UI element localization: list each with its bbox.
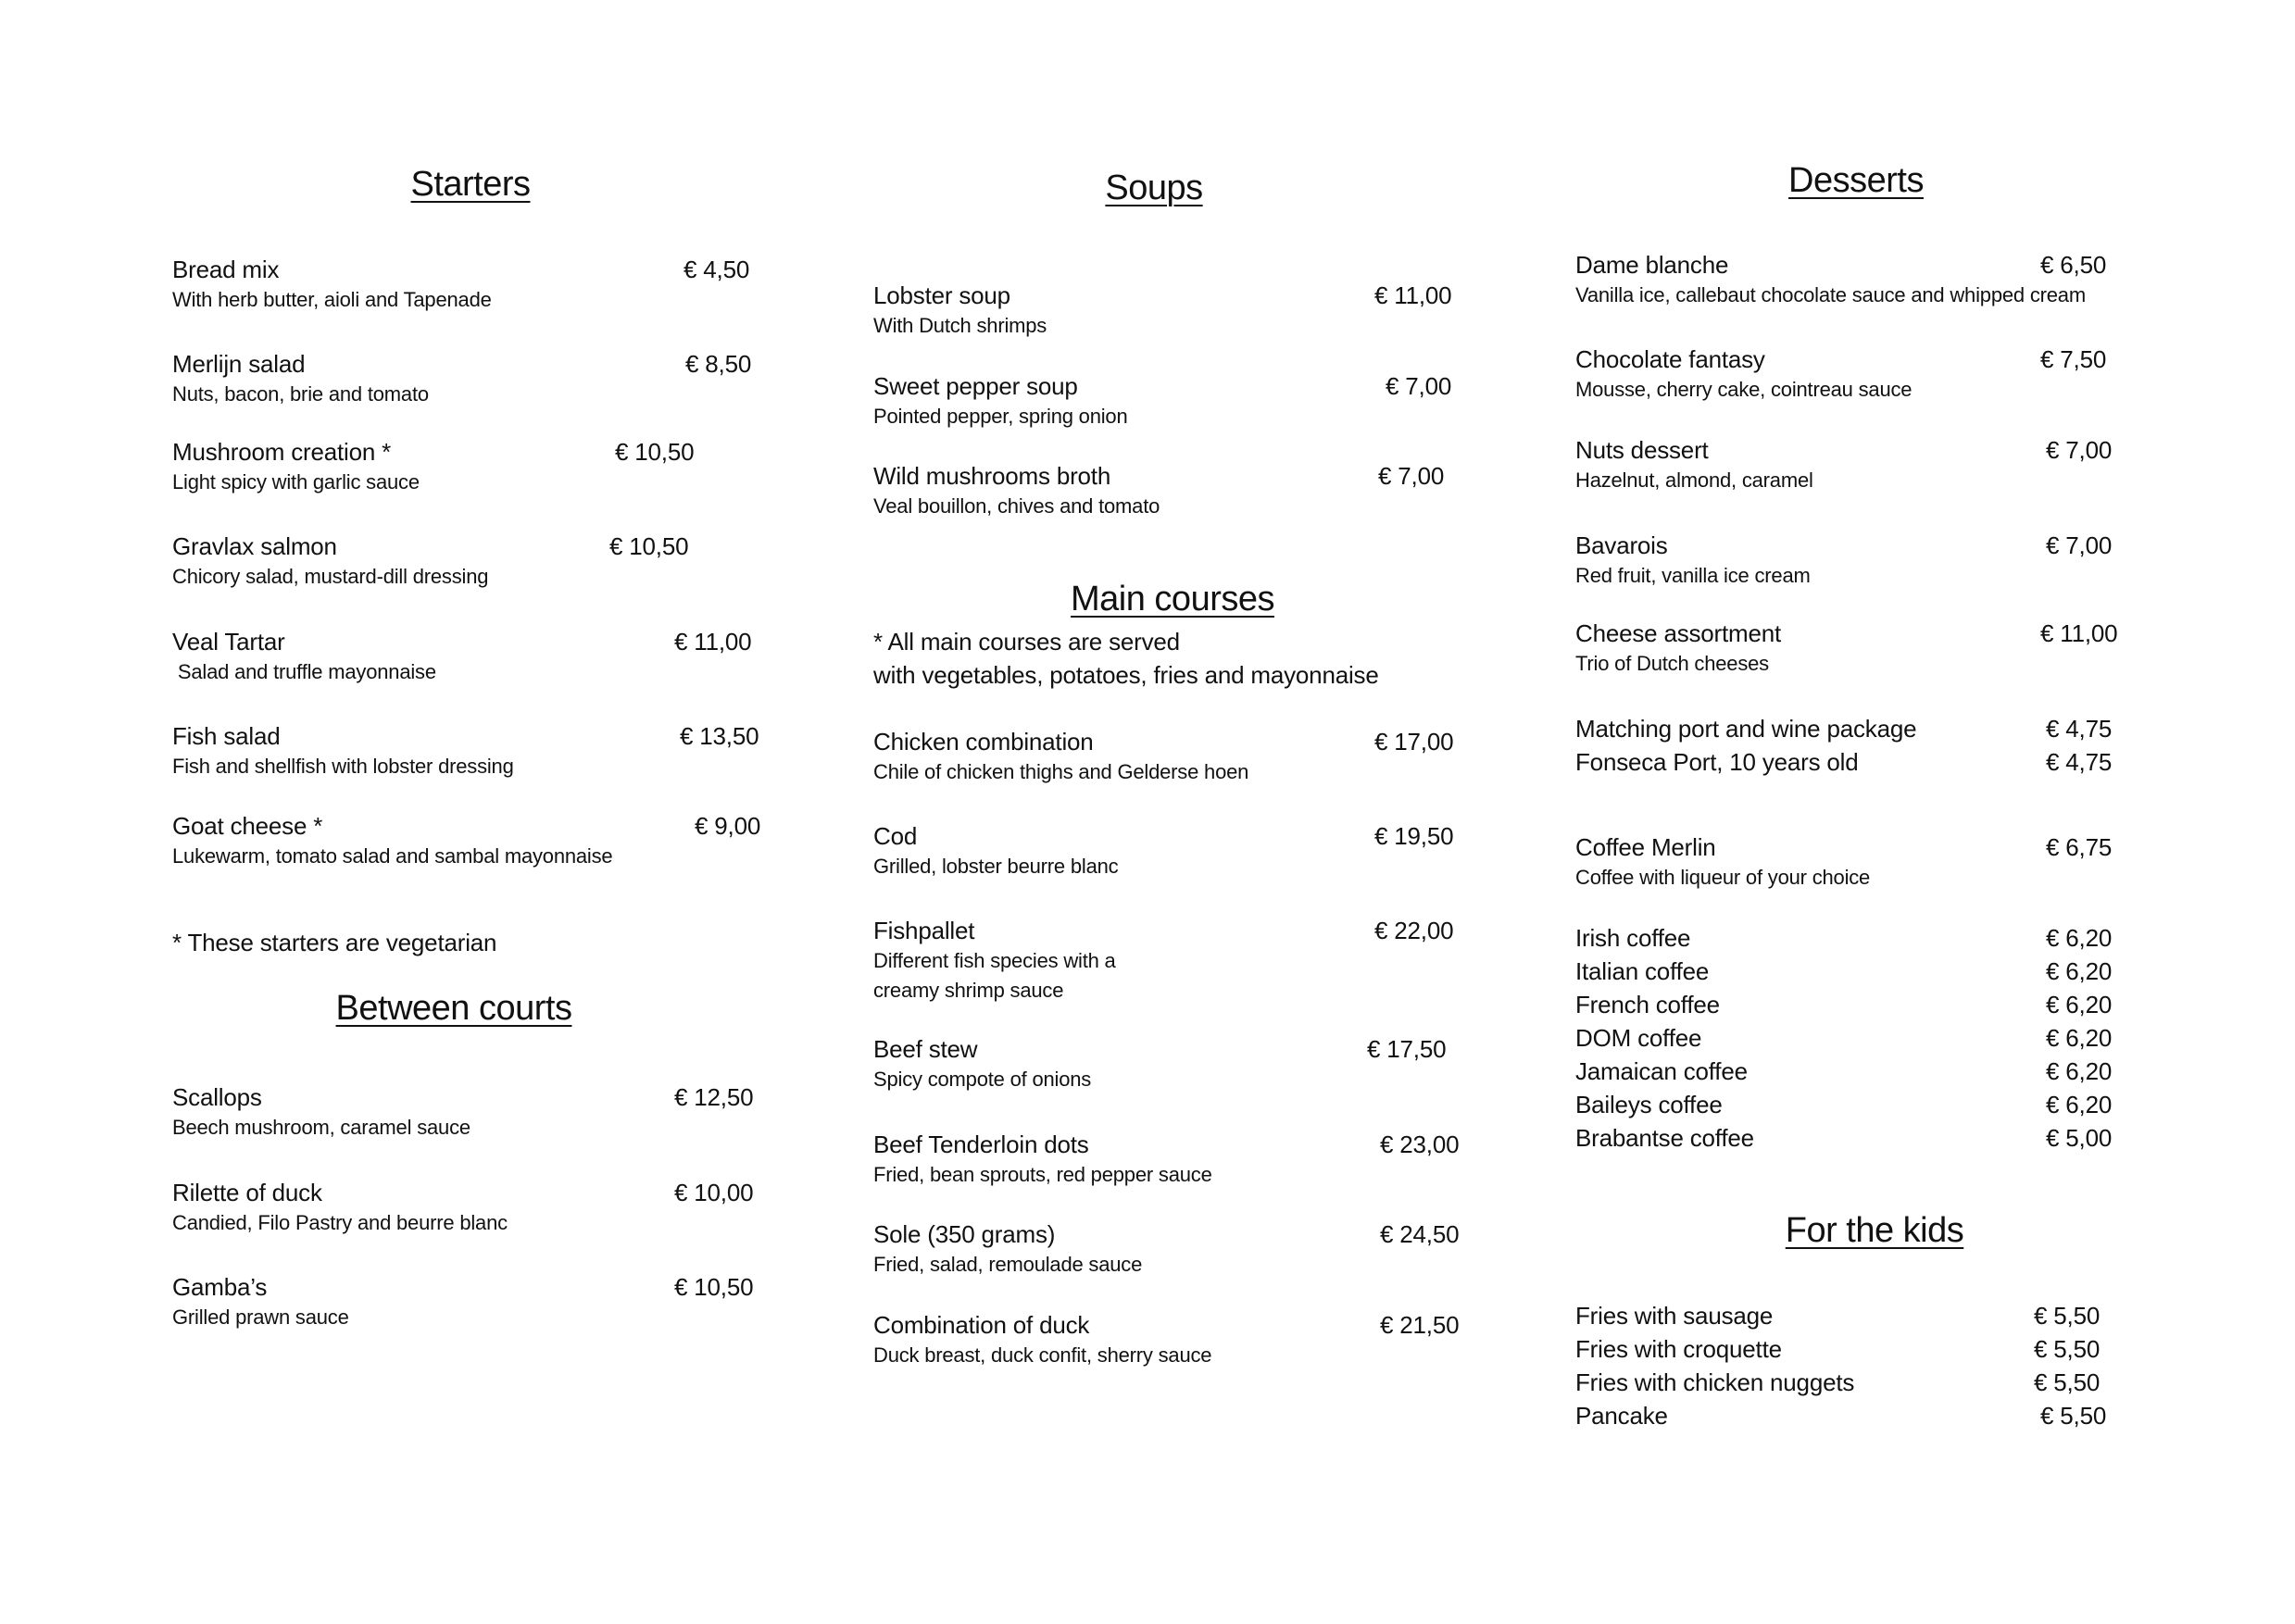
main-courses-heading: Main courses [1071,580,1274,618]
item-price: € 4,50 [683,256,750,283]
item-desc: Fried, salad, remoulade sauce [873,1253,1143,1276]
item-name: Chocolate fantasy [1575,345,1765,373]
item-price: € 8,50 [685,350,752,378]
item-name: Pancake [1575,1402,1668,1430]
mains-note-line2: with vegetables, potatoes, fries and mayonnaise [873,661,1379,689]
item-price: € 12,50 [674,1083,754,1111]
item-desc: Veal bouillon, chives and tomato [873,494,1160,518]
item-price: € 10,50 [674,1273,754,1301]
item-price: € 6,50 [2040,251,2107,279]
item-name: Fries with sausage [1575,1302,1774,1330]
item-name: Fries with croquette [1575,1335,1782,1363]
item-price: € 6,20 [2046,1024,2113,1052]
item-desc: Beech mushroom, caramel sauce [172,1116,470,1139]
item-name: French coffee [1575,991,1720,1018]
item-name: Rilette of duck [172,1179,322,1206]
item-price: € 17,50 [1367,1035,1447,1063]
item-name: Cod [873,822,918,850]
item-price: € 10,00 [674,1179,754,1206]
item-price: € 4,75 [2046,748,2113,776]
item-price: € 11,00 [2040,619,2118,647]
item-price: € 6,20 [2046,1091,2113,1118]
item-desc: Grilled prawn sauce [172,1305,349,1329]
item-price: € 19,50 [1374,822,1454,850]
item-name: Wild mushrooms broth [873,462,1111,490]
item-price: € 7,00 [1378,462,1445,490]
item-name: Cheese assortment [1575,619,1782,647]
item-desc: Fried, bean sprouts, red pepper sauce [873,1163,1212,1186]
item-price: € 7,00 [1386,372,1452,400]
item-price: € 4,75 [2046,715,2113,743]
item-price: € 13,50 [680,722,759,750]
item-desc: Light spicy with garlic sauce [172,470,420,493]
item-price: € 6,20 [2046,957,2113,985]
item-name: Bavarois [1575,531,1668,559]
item-name: Brabantse coffee [1575,1124,1754,1152]
item-price: € 24,50 [1380,1220,1460,1248]
item-desc: Spicy compote of onions [873,1068,1092,1091]
item-name: Sole (350 grams) [873,1220,1056,1248]
starters-heading: Starters [410,165,531,204]
item-name: Merlijn salad [172,350,306,378]
item-name: Chicken combination [873,728,1094,756]
item-name: Combination of duck [873,1311,1090,1339]
item-desc: With Dutch shrimps [873,314,1047,337]
item-name: Fonseca Port, 10 years old [1575,748,1859,776]
item-desc: Hazelnut, almond, caramel [1575,468,1813,492]
between-courts-heading: Between courts [335,989,572,1028]
item-desc: Chile of chicken thighs and Gelderse hoen [873,760,1249,783]
item-price: € 10,50 [609,532,689,560]
item-name: Matching port and wine package [1575,715,1917,743]
kids-heading: For the kids [1785,1211,1964,1250]
item-price: € 5,50 [2034,1368,2101,1396]
item-price: € 5,50 [2040,1402,2107,1430]
item-desc: Coffee with liqueur of your choice [1575,866,1871,889]
item-desc-line2: creamy shrimp sauce [873,979,1064,1002]
item-desc: Duck breast, duck confit, sherry sauce [873,1343,1212,1367]
item-name: Coffee Merlin [1575,833,1716,861]
item-name: Fish salad [172,722,281,750]
item-desc: Pointed pepper, spring onion [873,405,1128,428]
item-desc: Candied, Filo Pastry and beurre blanc [172,1211,508,1234]
item-name: Beef stew [873,1035,978,1063]
item-name: Fries with chicken nuggets [1575,1368,1855,1396]
vegetarian-note: * These starters are vegetarian [172,929,497,956]
item-name: Baileys coffee [1575,1091,1723,1118]
mains-note-line1: * All main courses are served [873,628,1180,656]
soups-heading: Soups [1105,169,1203,207]
item-name: Gravlax salmon [172,532,337,560]
item-price: € 6,75 [2046,833,2113,861]
item-price: € 6,20 [2046,1057,2113,1085]
item-name: Mushroom creation * [172,438,392,466]
item-name: Nuts dessert [1575,436,1709,464]
item-price: € 5,00 [2046,1124,2113,1152]
item-desc: Fish and shellfish with lobster dressing [172,755,514,778]
item-desc: Grilled, lobster beurre blanc [873,855,1119,878]
item-name: DOM coffee [1575,1024,1702,1052]
desserts-heading: Desserts [1788,161,1924,200]
item-name: Gamba’s [172,1273,268,1301]
item-name: Dame blanche [1575,251,1729,279]
item-price: € 17,00 [1374,728,1454,756]
item-price: € 7,50 [2040,345,2107,373]
item-desc: Salad and truffle mayonnaise [172,660,436,683]
item-price: € 11,00 [674,628,752,656]
item-name: Fishpallet [873,917,975,944]
item-price: € 5,50 [2034,1302,2101,1330]
item-price: € 7,00 [2046,531,2113,559]
item-name: Lobster soup [873,281,1010,309]
item-price: € 23,00 [1380,1131,1460,1158]
item-name: Bread mix [172,256,280,283]
item-price: € 9,00 [695,812,761,840]
item-price: € 7,00 [2046,436,2113,464]
item-desc: Chicory salad, mustard-dill dressing [172,565,489,588]
item-price: € 5,50 [2034,1335,2101,1363]
item-price: € 22,00 [1374,917,1454,944]
item-price: € 6,20 [2046,924,2113,952]
item-name: Irish coffee [1575,924,1691,952]
item-desc: Red fruit, vanilla ice cream [1575,564,1811,587]
item-price: € 6,20 [2046,991,2113,1018]
item-desc: With herb butter, aioli and Tapenade [172,288,492,311]
item-price: € 21,50 [1380,1311,1460,1339]
item-name: Italian coffee [1575,957,1710,985]
item-desc: Trio of Dutch cheeses [1575,652,1769,675]
item-name: Goat cheese * [172,812,323,840]
item-name: Veal Tartar [172,628,285,656]
item-price: € 11,00 [1374,281,1452,309]
item-desc: Different fish species with a [873,949,1116,972]
item-desc: Vanilla ice, callebaut chocolate sauce and whipped cream [1575,283,2086,306]
item-name: Scallops [172,1083,262,1111]
item-desc: Lukewarm, tomato salad and sambal mayonnaise [172,844,613,868]
item-desc: Nuts, bacon, brie and tomato [172,382,429,406]
item-name: Jamaican coffee [1575,1057,1748,1085]
item-name: Sweet pepper soup [873,372,1078,400]
item-price: € 10,50 [615,438,695,466]
item-name: Beef Tenderloin dots [873,1131,1089,1158]
item-desc: Mousse, cherry cake, cointreau sauce [1575,378,1912,401]
